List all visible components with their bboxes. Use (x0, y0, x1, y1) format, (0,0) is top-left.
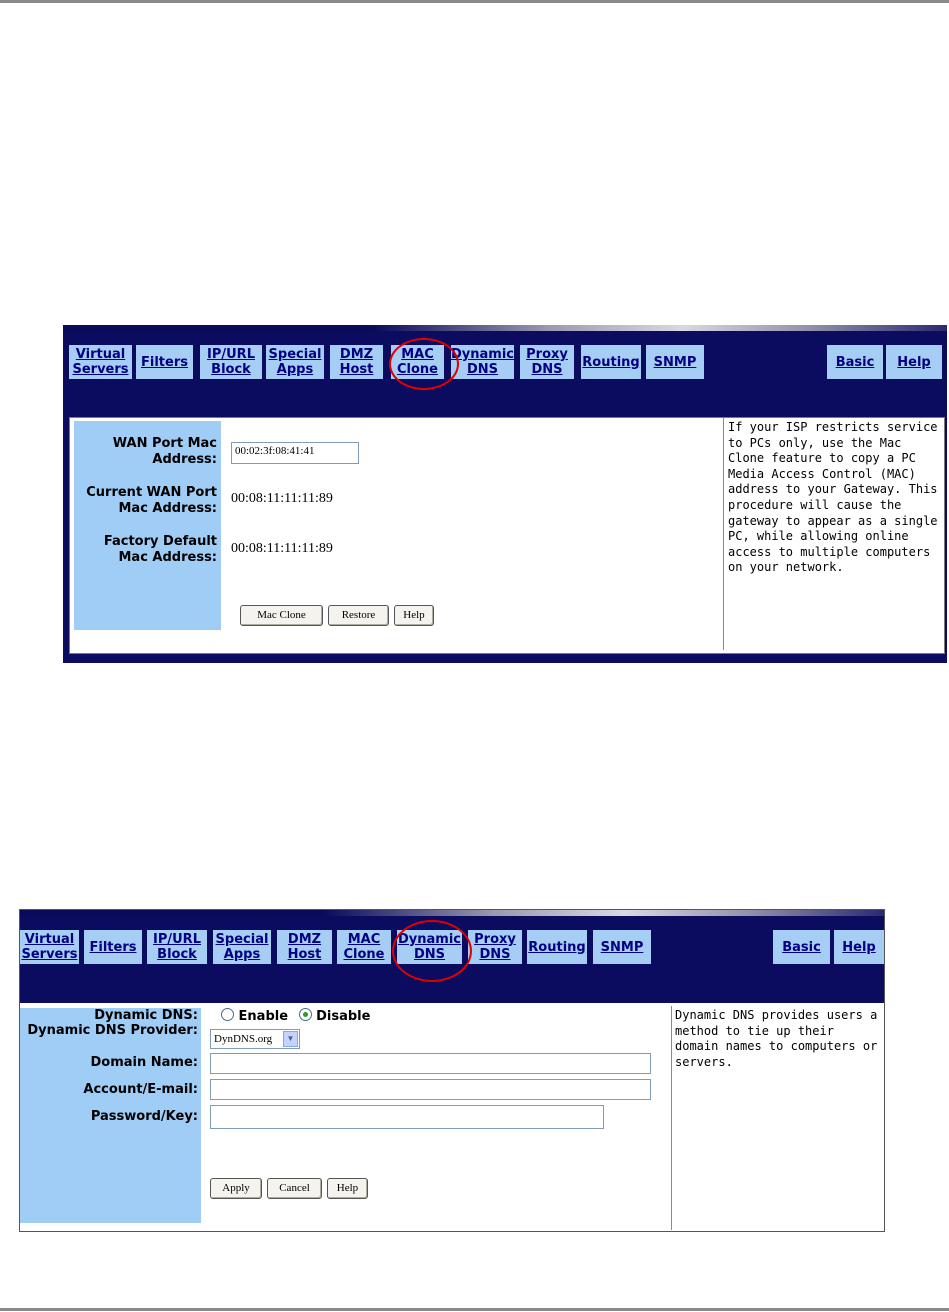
factory-default-mac-value: 00:08:11:11:11:89 (231, 541, 333, 556)
enable-radio[interactable] (221, 1008, 234, 1021)
tab-routing[interactable]: Routing (527, 930, 587, 964)
tab-mac-clone[interactable]: MAC Clone (391, 345, 444, 379)
tab-virtual-servers[interactable]: Virtual Servers (69, 345, 132, 379)
dynamic-dns-panel (19, 909, 885, 1232)
bottom-page-rule (0, 1308, 949, 1311)
tab-virtual-servers[interactable]: Virtual Servers (21, 932, 78, 962)
tab-snmp[interactable]: SNMP (593, 930, 651, 964)
tab-help[interactable]: Help (834, 930, 884, 964)
disable-radio-label: Disable (316, 1009, 371, 1024)
tab-snmp[interactable]: SNMP (646, 345, 704, 379)
tab-proxy-dns[interactable]: Proxy DNS (520, 345, 574, 379)
restore-button[interactable]: Restore (328, 605, 389, 626)
tab-dmz-host[interactable]: DMZ Host (277, 930, 332, 964)
tab-dynamic-dns[interactable]: Dynamic DNS (451, 347, 515, 377)
tab-ip-url-block[interactable]: IP/URL Block (147, 930, 207, 964)
tab-routing[interactable]: Routing (581, 345, 641, 379)
dynamic-dns-help-text: Dynamic DNS provides users a method to tie up their domain names to computers or servers. (675, 1008, 878, 1069)
password-key-label: Password/Key: (90, 1109, 198, 1124)
tab-basic[interactable]: Basic (827, 345, 883, 379)
tab-dynamic-dns[interactable]: Dynamic DNS (398, 932, 462, 962)
tab-special-apps[interactable]: Special Apps (266, 345, 324, 379)
dns-provider-label: Dynamic DNS Provider: (27, 1023, 198, 1038)
domain-name-input[interactable] (210, 1053, 651, 1074)
wan-port-mac-label: WAN Port Mac Address: (112, 436, 217, 467)
account-email-input[interactable] (210, 1079, 651, 1100)
mac-clone-help-text: If your ISP restricts service to PCs only, use the Mac Clone feature to copy a PC Media Access Control (MAC) address to your Gateway. This procedure will cause the gateway to appear as a single PC, while allowing online access to multiple computers on your network. (723, 418, 942, 650)
wan-port-mac-input[interactable]: 00:02:3f:08:41:41 (231, 442, 359, 464)
help-button[interactable]: Help (327, 1178, 368, 1199)
top-page-rule (0, 0, 949, 3)
dns-provider-value: DynDNS.org (214, 1033, 273, 1045)
chevron-down-icon[interactable]: ▼ (283, 1031, 298, 1047)
domain-name-label: Domain Name: (90, 1055, 198, 1070)
current-wan-mac-label: Current WAN Port Mac Address: (86, 485, 217, 516)
mac-clone-button[interactable]: Mac Clone (240, 605, 323, 626)
dns-provider-select[interactable] (210, 1029, 300, 1049)
tab-dmz-host[interactable]: DMZ Host (330, 345, 383, 379)
tab-basic[interactable]: Basic (773, 930, 830, 964)
tab-ip-url-block[interactable]: IP/URL Block (200, 345, 262, 379)
help-button[interactable]: Help (394, 605, 434, 626)
mac-clone-highlight-circle (389, 338, 459, 390)
enable-radio-label: Enable (238, 1009, 289, 1024)
account-email-label: Account/E-mail: (83, 1082, 198, 1097)
apply-button[interactable]: Apply (210, 1178, 262, 1199)
password-key-input[interactable] (210, 1105, 604, 1129)
disable-radio[interactable] (299, 1008, 312, 1021)
dynamic-dns-label: Dynamic DNS: (94, 1008, 198, 1023)
dynamic-dns-radio-group (221, 1008, 370, 1025)
tab-help[interactable]: Help (886, 345, 942, 379)
cancel-button[interactable]: Cancel (267, 1178, 322, 1199)
tab-filters[interactable]: Filters (136, 345, 193, 379)
factory-default-mac-label: Factory Default Mac Address: (103, 534, 217, 565)
tab-special-apps[interactable]: Special Apps (213, 930, 271, 964)
current-wan-mac-value: 00:08:11:11:11:89 (231, 491, 333, 506)
tab-proxy-dns[interactable]: Proxy DNS (468, 930, 522, 964)
mac-clone-panel (63, 325, 947, 663)
tab-filters[interactable]: Filters (84, 930, 142, 964)
tab-mac-clone[interactable]: MAC Clone (337, 930, 391, 964)
dynamic-dns-highlight-circle (392, 920, 472, 982)
